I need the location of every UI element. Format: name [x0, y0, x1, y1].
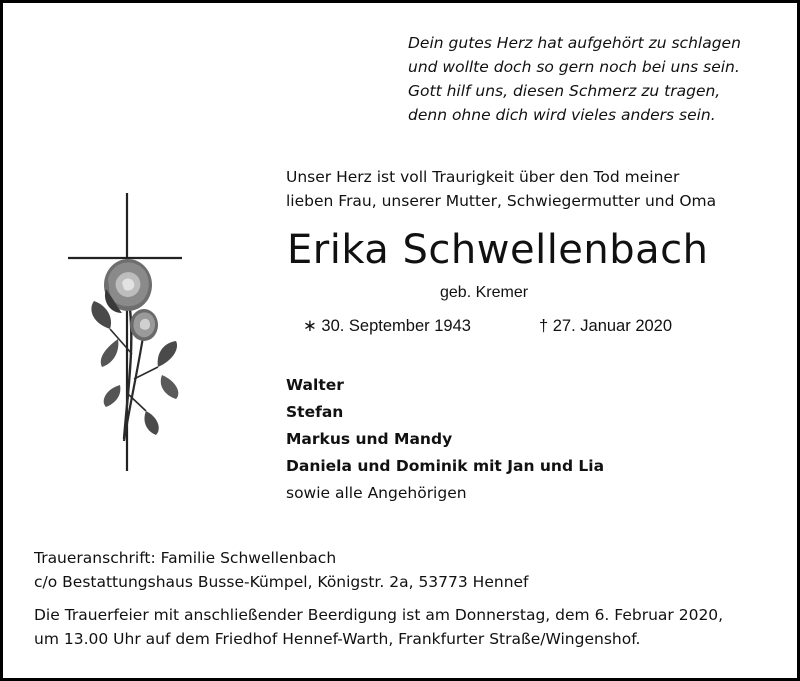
mourner-name: Walter: [286, 376, 344, 394]
mourner-name: Daniela und Dominik mit Jan und Lia: [286, 457, 605, 475]
service-line: um 13.00 Uhr auf dem Friedhof Hennef-Warth, Frankfurter Straße/Wingenshof.: [34, 630, 641, 648]
other-relatives: sowie alle Angehörigen: [286, 484, 467, 502]
death-date: † 27. Januar 2020: [539, 317, 673, 335]
poem-line: und wollte doch so gern noch bei uns sein.: [408, 58, 740, 76]
service-line: Die Trauerfeier mit anschließender Beerdigung ist am Donnerstag, dem 6. Februar 2020,: [34, 606, 724, 624]
funeral-service-info: [34, 603, 723, 651]
intro-line: lieben Frau, unserer Mutter, Schwiegermutter und Oma: [286, 192, 717, 210]
address-line: c/o Bestattungshaus Busse-Kümpel, Königstr. 2a, 53773 Hennef: [34, 573, 529, 591]
mourner-name: Markus und Mandy: [286, 430, 453, 448]
address-line: Traueranschrift: Familie Schwellenbach: [34, 549, 337, 567]
mourners-list: [286, 372, 604, 507]
born-name: geb. Kremer: [440, 284, 529, 301]
intro-text: [286, 165, 716, 213]
poem-line: Gott hilf uns, diesen Schmerz zu tragen,: [408, 82, 721, 100]
mourner-name: Stefan: [286, 403, 344, 421]
cross-with-rose-icon: [58, 189, 193, 474]
poem: [408, 31, 741, 127]
poem-line: Dein gutes Herz hat aufgehört zu schlagen: [408, 34, 741, 52]
deceased-name: Erika Schwellenbach: [287, 227, 709, 273]
poem-line: denn ohne dich wird vieles anders sein.: [408, 106, 716, 124]
intro-line: Unser Herz ist voll Traurigkeit über den Tod meiner: [286, 168, 680, 186]
birth-date: ∗ 30. September 1943: [303, 317, 471, 335]
mourning-address: [34, 546, 529, 594]
